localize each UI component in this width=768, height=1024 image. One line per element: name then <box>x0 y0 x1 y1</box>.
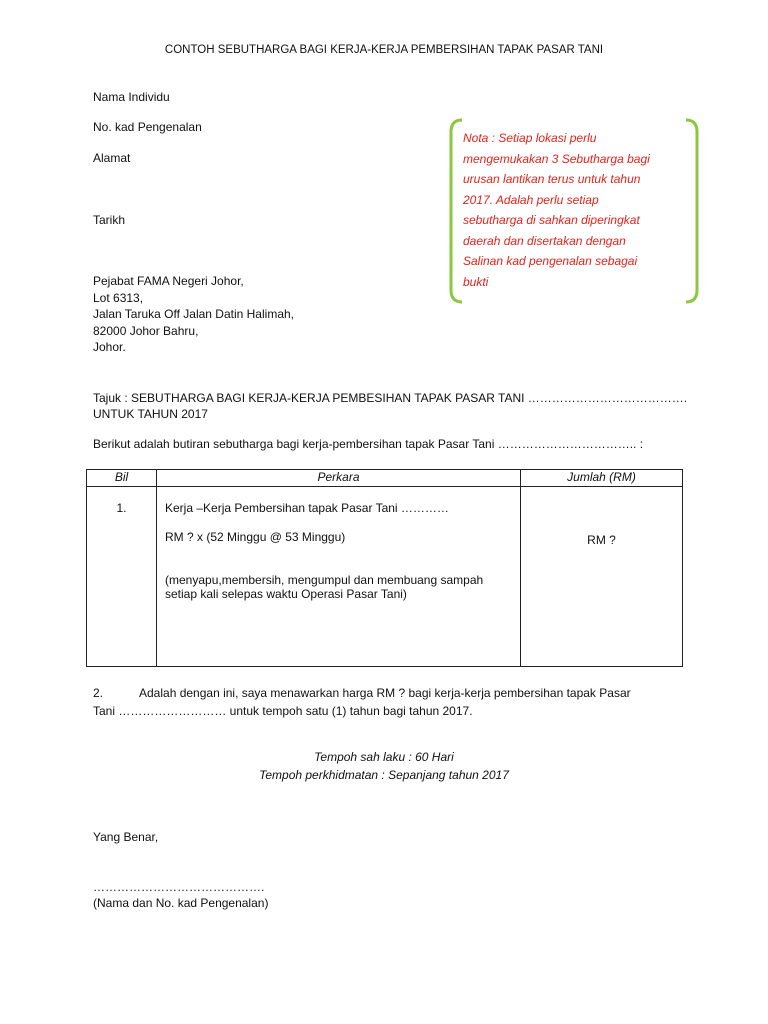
recipient-line: Jalan Taruka Off Jalan Datin Halimah, <box>93 307 294 321</box>
field-address-label: Alamat <box>93 151 131 165</box>
note-line: 2017. Adalah perlu setiap <box>463 192 599 207</box>
closing-salutation: Yang Benar, <box>93 830 159 844</box>
recipient-line: 82000 Johor Bahru, <box>93 323 199 338</box>
note-line: mengemukakan 3 Sebutharga bagi <box>463 151 650 166</box>
recipient-line: Lot 6313, <box>93 290 144 305</box>
desc-line: (menyapu,membersih, mengumpul dan membuang sampah <box>165 573 484 587</box>
service-period-line: Tempoh perkhidmatan : Sepanjang tahun 2017 <box>259 768 509 782</box>
desc-line: Kerja –Kerja Pembersihan tapak Pasar Tani ………… <box>165 501 449 515</box>
validity-block <box>0 748 768 784</box>
note-line: Salinan kad pengenalan sebagai <box>463 254 638 268</box>
note-line: sebutharga di sahkan diperingkat <box>463 213 640 227</box>
header-jumlah: Jumlah (RM) <box>521 470 683 487</box>
note-callout <box>448 118 702 304</box>
note-text <box>463 128 703 292</box>
subject <box>93 390 687 422</box>
intro-text: Berikut adalah butiran sebutharga bagi kerja-pembersihan tapak Pasar Tani …………………………….. : <box>93 437 644 451</box>
table-row <box>87 487 683 667</box>
note-line: bukti <box>463 274 489 289</box>
offer-line-2: Tani ……………………… untuk tempoh satu (1) tahun bagi tahun 2017. <box>93 704 473 718</box>
signature-line: ……………………………………. <box>93 880 265 894</box>
quotation-table <box>86 469 683 667</box>
subject-line-2: UNTUK TAHUN 2017 <box>93 407 208 421</box>
subject-line-1: Tajuk : SEBUTHARGA BAGI KERJA-KERJA PEMBESIHAN TAPAK PASAR TANI …………………………………. <box>93 391 688 405</box>
field-name-label: Nama Individu <box>93 90 170 104</box>
offer-paragraph <box>93 684 631 720</box>
recipient-address <box>93 273 294 356</box>
note-line: Nota : Setiap lokasi perlu <box>463 131 597 145</box>
row-amount: RM ? <box>521 487 683 667</box>
signature-label: (Nama dan No. kad Pengenalan) <box>93 896 269 910</box>
header-perkara: Perkara <box>157 470 521 487</box>
document-title: CONTOH SEBUTHARGA BAGI KERJA-KERJA PEMBERSIHAN TAPAK PASAR TANI <box>164 44 604 56</box>
validity-line: Tempoh sah laku : 60 Hari <box>314 750 454 764</box>
desc-line: setiap kali selepas waktu Operasi Pasar Tani) <box>165 587 407 601</box>
note-line: daerah dan disertakan dengan <box>463 233 626 248</box>
row-description <box>157 487 521 667</box>
header-bil: Bil <box>87 470 157 487</box>
paragraph-number: 2. <box>93 686 104 700</box>
row-number: 1. <box>87 487 157 667</box>
table-header-row <box>87 470 683 487</box>
note-line: urusan lantikan terus untuk tahun <box>463 172 641 186</box>
field-ic-label: No. kad Pengenalan <box>93 120 202 134</box>
field-date-label: Tarikh <box>93 213 126 227</box>
offer-line-1: Adalah dengan ini, saya menawarkan harga RM ? bagi kerja-kerja pembersihan tapak Pasar <box>139 686 631 700</box>
left-brace <box>451 120 462 302</box>
desc-line: RM ? x (52 Minggu @ 53 Minggu) <box>165 530 346 544</box>
recipient-line: Pejabat FAMA Negeri Johor, <box>93 274 244 288</box>
recipient-line: Johor. <box>93 340 126 354</box>
